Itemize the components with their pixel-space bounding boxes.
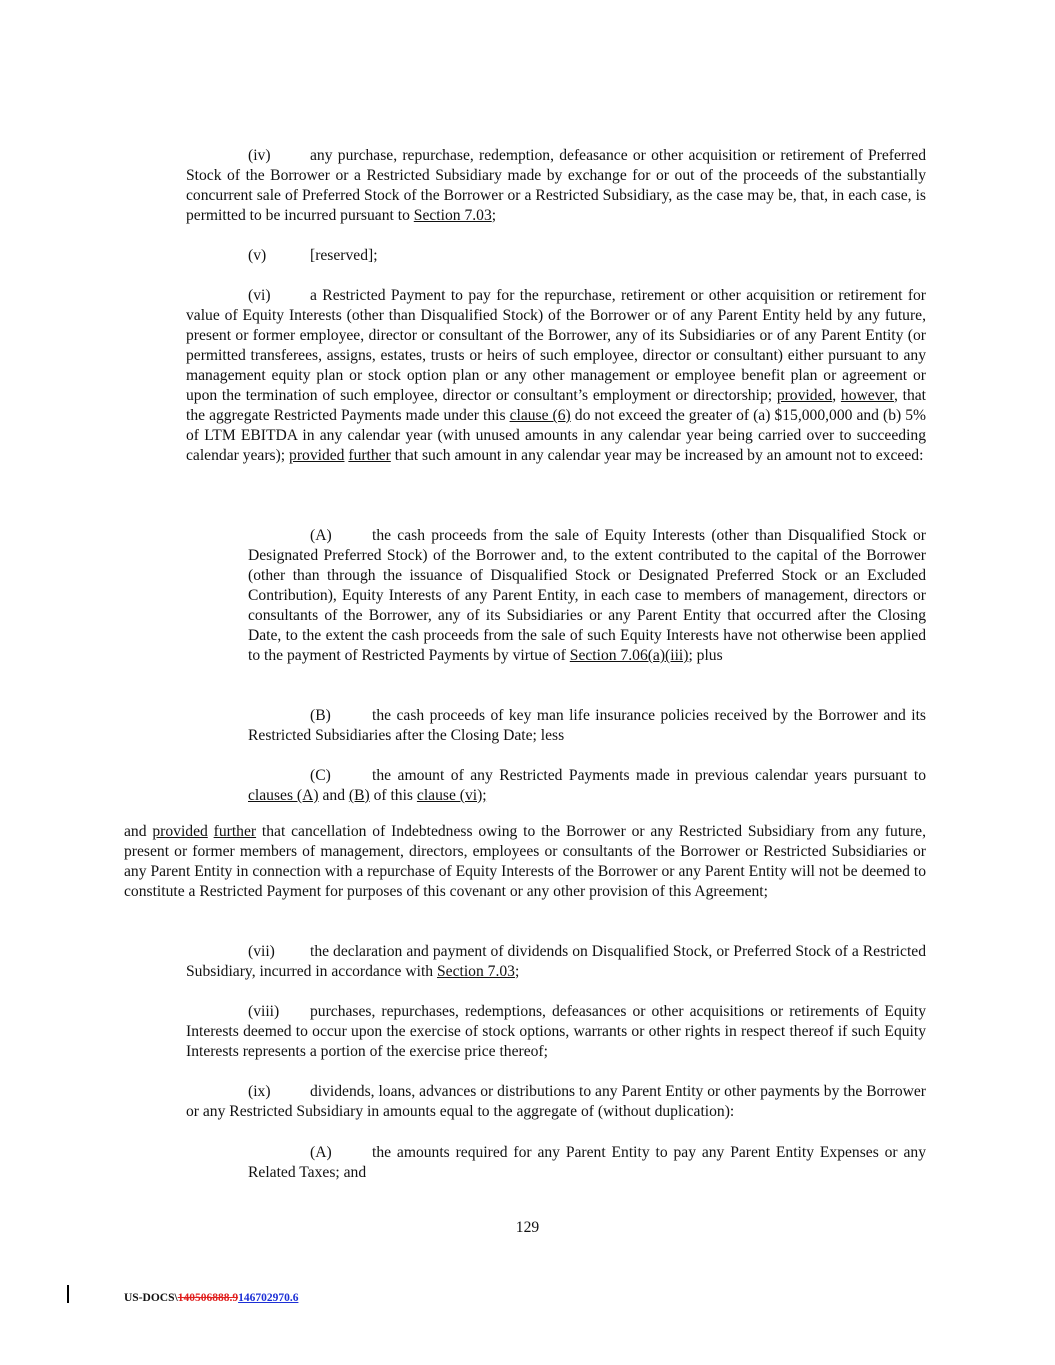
clause-text: , that the aggregate Restricted Payments made under this xyxy=(186,387,926,424)
clause-text: the amount of any Restricted Payments made in previous calendar years pursuant to xyxy=(372,767,926,784)
doc-id-prefix: US-DOCS\ xyxy=(124,1292,178,1304)
document-id-footer xyxy=(124,1288,298,1308)
clause-number: (vii) xyxy=(248,943,275,960)
subclause-ix-A xyxy=(248,1143,926,1183)
provided-term: provided xyxy=(289,447,345,464)
clause-text: the cash proceeds of key man life insurance policies received by the Borrower and its Restricted Subsidiaries after the Closing Date; less xyxy=(248,707,926,744)
provided-term: provided xyxy=(152,823,208,840)
clause-tail: ; xyxy=(514,963,520,980)
clause-text: that such amount in any calendar year may be increased by an amount not to exceed: xyxy=(390,447,924,464)
clause-text: of this xyxy=(369,787,417,804)
cross-reference: Section 7.03 xyxy=(437,963,515,980)
punct: , xyxy=(832,387,841,404)
clause-vi xyxy=(186,286,926,466)
subclause-vi-B xyxy=(248,706,926,746)
provided-term: provided xyxy=(776,387,833,404)
clause-text: [reserved]; xyxy=(310,247,378,264)
clause-text: do not exceed the greater of (a) $15,000,000 and (b) 5% of LTM EBITDA in any calendar year (with unused amounts in any calendar year being carried over to succeeding calendar years); xyxy=(186,407,927,464)
punct: and xyxy=(318,787,349,804)
proviso-paragraph xyxy=(124,822,926,902)
clause-text: dividends, loans, advances or distributions to any Parent Entity or other payments by the Borrower or any Restricted Subsidiary in amounts equal to the aggregate of (without duplication): xyxy=(186,1083,926,1120)
cross-reference: clause (6) xyxy=(509,407,571,424)
clause-number: (iv) xyxy=(248,147,271,164)
subclause-vi-C xyxy=(248,766,926,806)
clause-ix xyxy=(186,1082,926,1122)
clause-text: purchases, repurchases, redemptions, defeasances or other acquisitions or retirements of Equity Interests deemed to occur upon the exercise of stock options, warrants or other rights in respect thereof if such Equity Interests represents a portion of the exercise price thereof; xyxy=(186,1003,926,1060)
further-term: further xyxy=(348,447,391,464)
doc-id-inserted: 146702970.6 xyxy=(238,1292,299,1304)
however-term: however xyxy=(840,387,894,404)
cross-reference: Section 7.03 xyxy=(413,207,492,224)
further-term: further xyxy=(213,823,257,840)
clause-text: the declaration and payment of dividends on Disqualified Stock, or Preferred Stock of a Restricted Subsidiary, incurred in accordance with xyxy=(186,943,926,980)
clause-text: and xyxy=(124,823,153,840)
cross-reference: clauses (A) xyxy=(248,787,319,804)
clause-number: (C) xyxy=(310,767,331,784)
cross-reference: (B) xyxy=(348,787,370,804)
clause-iv xyxy=(186,146,926,226)
clause-number: (A) xyxy=(310,1144,332,1161)
doc-id-deleted: 140506888.9 xyxy=(177,1292,239,1304)
clause-text: any purchase, repurchase, redemption, defeasance or other acquisition or retirement of Preferred Stock of the Borrower or a Restricted Subsidiary made by exchange for or out of the proceeds of the substantially concurrent sale of Preferred Stock of the Borrower or a Restricted Subsidiary, as the case may be, that, in each case, is permitted to be incurred pursuant to xyxy=(186,147,926,224)
clause-vii xyxy=(186,942,926,982)
change-bar xyxy=(67,1285,69,1303)
clause-number: (v) xyxy=(248,247,267,264)
clause-text: the amounts required for any Parent Entity to pay any Parent Entity Expenses or any Related Taxes; and xyxy=(248,1144,926,1181)
cross-reference: Section 7.06(a)(iii) xyxy=(569,647,689,664)
clause-number: (viii) xyxy=(248,1003,280,1020)
clause-number: (vi) xyxy=(248,287,271,304)
clause-v xyxy=(186,246,926,266)
clause-tail: ; xyxy=(491,207,497,224)
cross-reference: clause (vi); xyxy=(416,787,487,804)
clause-number: (B) xyxy=(310,707,331,724)
clause-number: (A) xyxy=(310,527,332,544)
clause-text: the cash proceeds from the sale of Equity Interests (other than Disqualified Stock or Designated Preferred Stock) of the Borrower and, to the extent contributed to the capital of the Borrower (other than through the issuance of Disqualified Stock or Designated Preferred Stock or an Excluded Contribution), Equity Interests of any Parent Entity, in each case to members of management, directors or consultants of the Borrower, any of its Subsidiaries or any Parent Entity that occurred after the Closing Date, to the extent the cash proceeds from the sale of such Equity Interests have not otherwise been applied to the payment of Restricted Payments by virtue of xyxy=(248,527,926,664)
clause-number: (ix) xyxy=(248,1083,271,1100)
clause-tail: ; plus xyxy=(688,647,723,664)
page-number: 129 xyxy=(515,1219,540,1236)
clause-text: that cancellation of Indebtedness owing to the Borrower or any Restricted Subsidiary from any future, present or former members of management, directors, employees or consultants of the Borrower or Restricted Subsidiaries or any Parent Entity in connection with a repurchase of Equity Interests of the Borrower or any Parent Entity will not be deemed to constitute a Restricted Payment for purposes of this covenant or any other provision of this Agreement; xyxy=(124,823,926,900)
subclause-vi-A xyxy=(248,526,926,666)
clause-text: a Restricted Payment to pay for the repurchase, retirement or other acquisition or retirement for value of Equity Interests (other than Disqualified Stock) of the Borrower or of any Parent Entity held by any future, present or former employee, director or consultant of the Borrower, any of its Subsidiaries or of any Parent Entity (or permitted transferees, assigns, estates, trusts or heirs of such employee, director or consultant) either pursuant to any management equity plan or stock option plan or any other management or employee benefit plan or agreement or upon the termination of such employee, director or consultant’s employment or directorship; xyxy=(186,287,926,404)
clause-viii xyxy=(186,1002,926,1062)
